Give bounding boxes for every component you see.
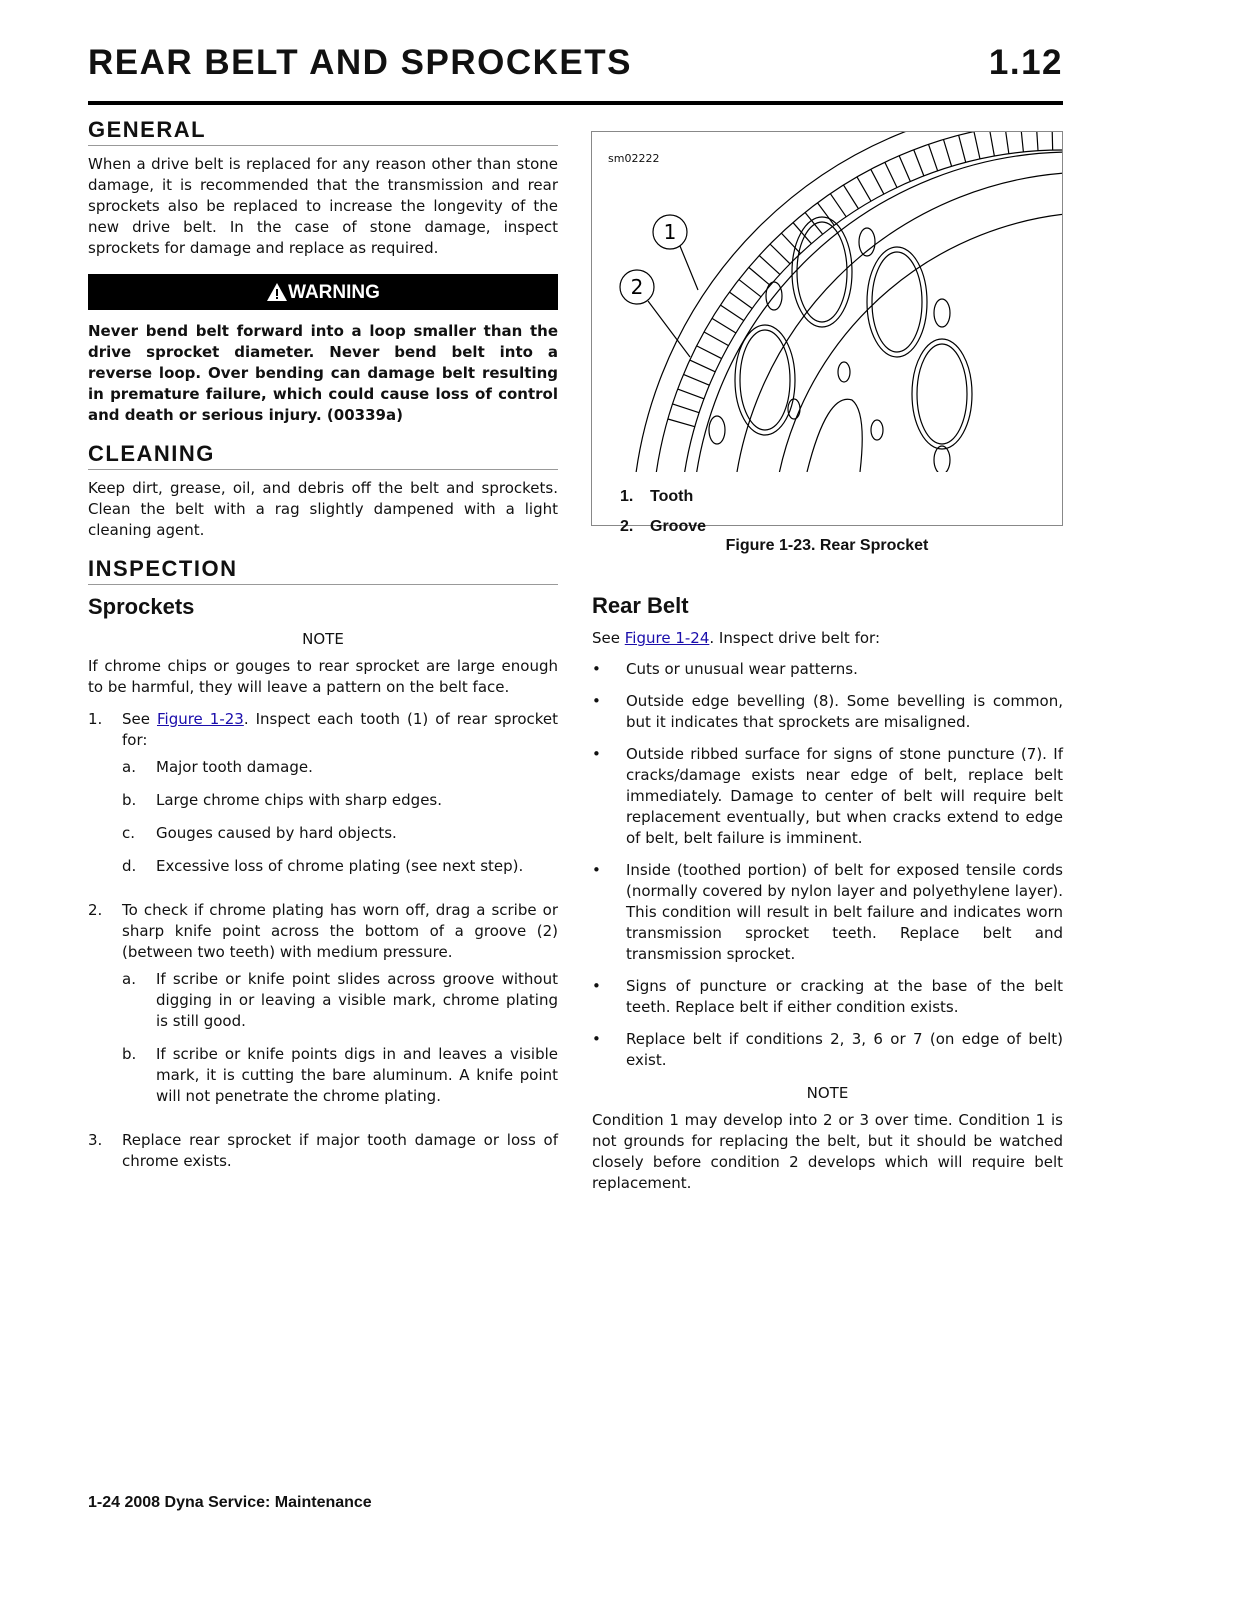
sprocket-tooth bbox=[989, 132, 994, 156]
sprocket-tooth bbox=[712, 318, 736, 333]
bullet-text: Inside (toothed portion) of belt for exposed tensile cords (normally covered by nylon layer and polyethylene layer). This condition will result in belt failure and indicates worn transmission sprocket teeth. Replace belt and transmission sprocket. bbox=[626, 861, 1063, 963]
warning-banner bbox=[88, 274, 558, 310]
heading-general: GENERAL bbox=[88, 116, 558, 146]
warning-text: Never bend belt forward into a loop smaller than the drive sprocket diameter. Never bend belt into a reverse loop. Over bending can damage belt resulting in premature failure, which could cause loss of control and death or serious injury. (00339a) bbox=[88, 322, 558, 424]
sprocket-tooth bbox=[673, 404, 700, 413]
sprocket-tooth bbox=[1036, 132, 1038, 151]
left-column bbox=[88, 116, 558, 1183]
substep bbox=[122, 757, 558, 778]
warning-label: WARNING bbox=[288, 281, 380, 303]
sprocket-tooth bbox=[704, 332, 728, 346]
substep-text: Major tooth damage. bbox=[156, 758, 313, 776]
substep bbox=[122, 790, 558, 811]
substep bbox=[122, 823, 558, 844]
intro-text: . Inspect drive belt for: bbox=[709, 629, 880, 647]
figure-link[interactable]: Figure 1-23 bbox=[156, 710, 244, 728]
legend-item bbox=[620, 482, 706, 512]
substep bbox=[122, 969, 558, 1032]
legend-text: Tooth bbox=[650, 488, 694, 505]
sprocket-tooth bbox=[697, 346, 722, 359]
sprocket-tooth bbox=[781, 233, 800, 253]
step-text: See bbox=[122, 710, 157, 728]
figure-id: sm02222 bbox=[608, 152, 660, 165]
sprocket-tooth bbox=[959, 135, 966, 162]
substep-text: If scribe or knife point slides across groove without digging in or leaving a visible mark, chrome plating is still good. bbox=[156, 970, 558, 1030]
heading-inspection: INSPECTION bbox=[88, 555, 558, 585]
right-column bbox=[592, 592, 1063, 1194]
sprocket-tooth bbox=[678, 389, 704, 399]
sprocket-tooth bbox=[1021, 132, 1024, 152]
substep-letter: a. bbox=[122, 970, 136, 988]
step-number: 1. bbox=[88, 710, 103, 728]
sprocket-tooth bbox=[770, 244, 790, 264]
sprocket-tooth bbox=[759, 256, 780, 275]
bullet-item bbox=[592, 691, 1063, 733]
step-1 bbox=[88, 709, 558, 889]
note-text: Condition 1 may develop into 2 or 3 over time. Condition 1 is not grounds for replacing the belt, but it should be watched closely before condition 2 develops which will require belt replacement. bbox=[592, 1111, 1063, 1192]
subheading-rear-belt: Rear Belt bbox=[592, 593, 689, 618]
callout-1: 1 bbox=[663, 220, 677, 244]
sprocket-tooth bbox=[729, 292, 752, 308]
legend-text: Groove bbox=[650, 518, 707, 535]
sprocket-tooth bbox=[899, 156, 910, 182]
substep-letter: d. bbox=[122, 857, 137, 875]
legend-number: 2. bbox=[620, 518, 634, 535]
sprocket-tooth bbox=[690, 360, 715, 372]
sprocket-tooth bbox=[668, 419, 695, 427]
step-number: 2. bbox=[88, 901, 103, 919]
substep-text: Excessive loss of chrome plating (see next step). bbox=[156, 857, 524, 875]
figure-link[interactable]: Figure 1-24 bbox=[624, 629, 710, 647]
rear-belt-intro bbox=[592, 628, 1063, 649]
step-2 bbox=[88, 900, 558, 1119]
step-text: . Inspect each tooth (1) of rear sprocket for: bbox=[122, 710, 559, 749]
inspection-bullets bbox=[592, 659, 1063, 1071]
legend-number: 1. bbox=[620, 488, 634, 505]
page-header bbox=[88, 43, 1063, 105]
bullet-icon: • bbox=[592, 977, 601, 995]
bullet-icon: • bbox=[592, 660, 601, 678]
figure-legend bbox=[620, 482, 706, 542]
sprocket-tooth bbox=[721, 305, 744, 320]
warning-triangle-icon bbox=[266, 282, 288, 302]
step-text: To check if chrome plating has worn off, drag a scribe or sharp knife point across the bottom of a groove (2) (between two teeth) with medium pressure. bbox=[122, 901, 558, 961]
rear-sprocket-illustration bbox=[592, 132, 1062, 472]
sprocket-tooth bbox=[830, 194, 846, 217]
bullet-icon: • bbox=[592, 692, 601, 710]
substep-letter: b. bbox=[122, 1045, 137, 1063]
substep-letter: a. bbox=[122, 758, 136, 776]
bullet-icon: • bbox=[592, 861, 601, 879]
bullet-item bbox=[592, 976, 1063, 1018]
step-number: 3. bbox=[88, 1131, 103, 1149]
bullet-text: Outside ribbed surface for signs of stone puncture (7). If cracks/damage exists near edge of belt, replace belt immediately. Damage to center of belt will require belt replacement eventually, but when cracks extend to edge of belt, belt failure is imminent. bbox=[626, 745, 1063, 847]
sprocket-tooth bbox=[885, 162, 897, 187]
figure-caption: Figure 1-23. Rear Sprocket bbox=[725, 537, 929, 554]
callout-2: 2 bbox=[630, 275, 644, 299]
heading-cleaning: CLEANING bbox=[88, 440, 558, 470]
note-text: If chrome chips or gouges to rear sprocket are large enough to be harmful, they will leave a pattern on the belt face. bbox=[88, 657, 558, 696]
bullet-icon: • bbox=[592, 745, 601, 763]
figure-rear-sprocket bbox=[591, 131, 1063, 535]
note-label: NOTE bbox=[302, 630, 344, 648]
bullet-item bbox=[592, 744, 1063, 849]
page-footer: 1-24 2008 Dyna Service: Maintenance bbox=[88, 1494, 372, 1511]
bullet-text: Replace belt if conditions 2, 3, 6 or 7 (on edge of belt) exist. bbox=[626, 1030, 1063, 1069]
sprocket-tooth bbox=[683, 374, 709, 385]
sprocket-tooth bbox=[871, 169, 884, 194]
sprocket-tooth bbox=[844, 185, 859, 209]
sprocket-tooth bbox=[974, 132, 980, 159]
substep bbox=[122, 856, 558, 877]
substep-letter: c. bbox=[122, 824, 136, 842]
bullet-icon: • bbox=[592, 1030, 601, 1048]
sprocket-tooth bbox=[1052, 132, 1053, 150]
sprocket-tooth bbox=[1005, 132, 1009, 154]
inspection-steps bbox=[88, 709, 558, 1172]
page-title: REAR BELT AND SPROCKETS bbox=[88, 43, 632, 82]
section-number: 1.12 bbox=[988, 43, 1063, 82]
bullet-item bbox=[592, 659, 1063, 680]
note-label: NOTE bbox=[806, 1084, 849, 1102]
sprocket-tooth bbox=[857, 177, 871, 201]
sprocket-tooth bbox=[929, 144, 938, 170]
substep-text: Gouges caused by hard objects. bbox=[156, 824, 397, 842]
bullet-item bbox=[592, 1029, 1063, 1071]
sprocket-tooth bbox=[749, 267, 770, 285]
intro-text: See bbox=[592, 629, 625, 647]
subheading-sprockets: Sprockets bbox=[88, 594, 195, 619]
substep-letter: b. bbox=[122, 791, 137, 809]
bullet-text: Cuts or unusual wear patterns. bbox=[626, 660, 858, 678]
step-text: Replace rear sprocket if major tooth damage or loss of chrome exists. bbox=[122, 1131, 558, 1170]
general-text: When a drive belt is replaced for any reason other than stone damage, it is recommended that the transmission and rear sprockets also be replaced to increase the longevity of the new drive belt. In the case of stone damage, inspect sprockets for damage and replace as required. bbox=[88, 155, 558, 257]
substep-text: Large chrome chips with sharp edges. bbox=[156, 791, 443, 809]
substep bbox=[122, 1044, 558, 1107]
cleaning-text: Keep dirt, grease, oil, and debris off the belt and sprockets. Clean the belt with a rag slightly dampened with a light cleaning agent. bbox=[88, 479, 558, 539]
sprocket-tooth bbox=[914, 150, 924, 176]
step-3 bbox=[88, 1130, 558, 1172]
bullet-text: Signs of puncture or cracking at the base of the belt teeth. Replace belt if either condition exists. bbox=[626, 977, 1063, 1016]
sprocket-tooth bbox=[739, 280, 761, 297]
bullet-text: Outside edge bevelling (8). Some bevelling is common, but it indicates that sprockets are misaligned. bbox=[626, 692, 1063, 731]
sprocket-tooth bbox=[943, 139, 951, 166]
bullet-item bbox=[592, 860, 1063, 965]
substep-text: If scribe or knife points digs in and leaves a visible mark, it is cutting the bare aluminum. A knife point will not penetrate the chrome plating. bbox=[156, 1045, 558, 1105]
